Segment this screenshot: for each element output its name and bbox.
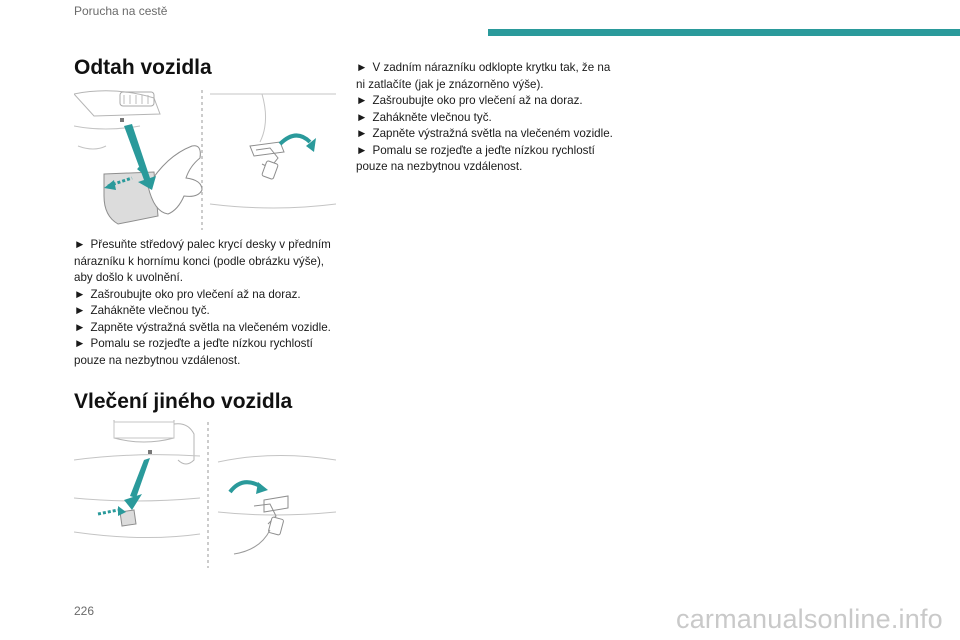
list-item: ► Zašroubujte oko pro vlečení až na doraz. [356,94,583,107]
list-item: ► Zašroubujte oko pro vlečení až na doraz. [74,287,301,301]
bullet-arrow-icon: ► [356,61,368,74]
section-title-towing: Odtah vozidla [74,56,212,79]
list-item: ► V zadním nárazníku odklopte krytku tak, že na ni zatlačíte (jak je znázorněno výše). [356,61,611,91]
bullet-arrow-icon: ► [356,127,368,140]
bullet-arrow-icon: ► [74,304,86,317]
front-towing-illustration [74,86,336,232]
bullet-arrow-icon: ► [74,337,86,350]
bullet-arrow-icon: ► [74,320,86,334]
list-item: ► Zapněte výstražná světla na vlečeném vozidle. [74,320,331,334]
section-title-towing-other: Vlečení jiného vozidla [74,390,293,413]
list-item: ► Zahákněte vlečnou tyč. [74,304,210,317]
list-item: ► Zahákněte vlečnou tyč. [356,110,492,124]
bullet-arrow-icon: ► [74,287,86,301]
header-accent-bar [488,29,960,36]
bullet-arrow-icon: ► [74,238,86,251]
list-item: ► Přesuňte středový palec krycí desky v předním nárazníku k hornímu konci (podle obrázku výše), aby došlo k uvolnění. [74,238,331,284]
watermark: carmanualsonline.info [676,604,943,634]
list-item: ► Pomalu se rozjeďte a jeďte nízkou rychlostí pouze na nezbytnou vzdálenost. [356,143,595,173]
list-item: ► Pomalu se rozjeďte a jeďte nízkou rychlostí pouze na nezbytnou vzdálenost. [74,337,313,367]
bullet-arrow-icon: ► [356,94,368,107]
page-number: 226 [74,604,95,618]
bullet-arrow-icon: ► [356,110,368,124]
towing-steps-list [74,237,336,369]
bullet-arrow-icon: ► [356,143,368,157]
towing-other-steps-list [356,60,618,176]
rear-towing-illustration [74,420,336,570]
list-item: ► Zapněte výstražná světla na vlečeném vozidle. [356,127,613,140]
header-section-label: Porucha na cestě [74,4,168,18]
